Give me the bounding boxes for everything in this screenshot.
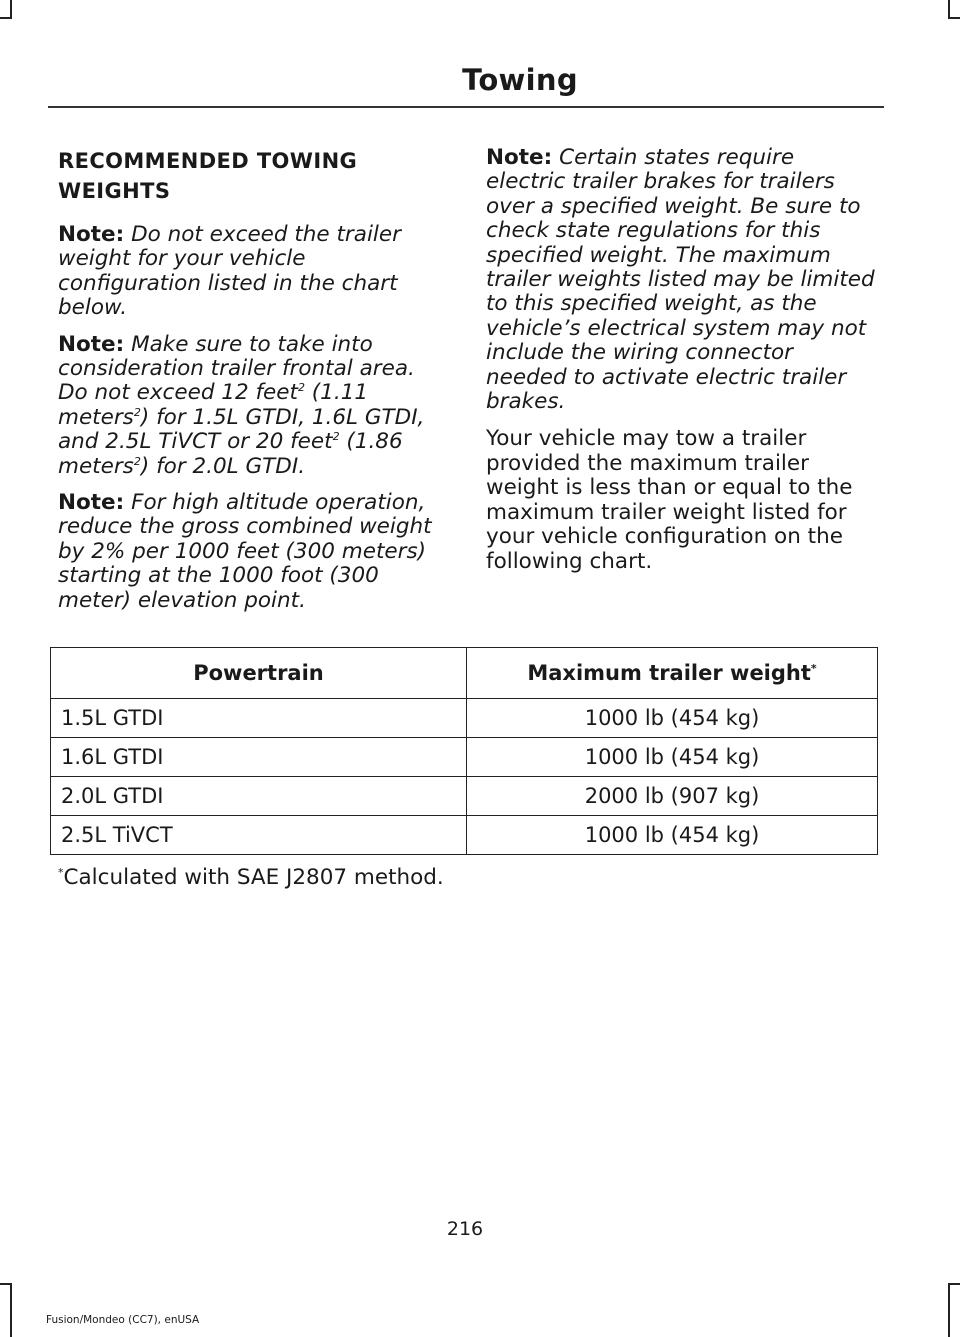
header-divider <box>48 106 884 108</box>
crop-mark <box>948 1283 960 1285</box>
note-text: Certain states require electric trailer brakes for trailers over a specified weight. Be sure to check state regulations for this specified weight. The maximum trailer weights listed may be limited to this specified weight, as the vehicle’s electrical system may not include the wiring connector needed to activate electric trailer brakes. <box>486 145 875 415</box>
crop-mark <box>948 0 950 18</box>
header-max-weight-label: Maximum trailer weight <box>527 661 811 685</box>
note-label: Note: <box>58 490 125 516</box>
table-row <box>51 816 878 855</box>
footnote-marker: * <box>58 865 64 879</box>
note-text: Do not exceed the trailer weight for your vehicle configuration listed in the chart below. <box>58 222 401 321</box>
superscript: 2 <box>297 381 305 395</box>
note-frontal-area <box>58 333 450 479</box>
crop-mark <box>10 1283 12 1337</box>
footnote-text: Calculated with SAE J2807 method. <box>63 865 444 890</box>
section-heading: RECOMMENDED TOWING WEIGHTS <box>58 149 358 203</box>
powertrain-cell: 1.5L GTDI <box>51 699 467 738</box>
note-label: Note: <box>486 145 553 170</box>
powertrain-cell: 2.5L TiVCT <box>51 816 467 855</box>
crop-mark <box>948 1283 950 1337</box>
table-row <box>51 777 878 816</box>
weight-cell: 1000 lb (454 kg) <box>467 816 878 855</box>
table-row <box>51 738 878 777</box>
table-row <box>51 699 878 738</box>
crop-mark <box>0 17 12 19</box>
table-header-row <box>51 648 878 699</box>
superscript: 2 <box>332 430 340 444</box>
crop-mark <box>948 17 960 19</box>
trailer-weight-table <box>50 647 878 855</box>
table-footnote <box>58 865 444 890</box>
note-label: Note: <box>58 331 125 357</box>
header-powertrain: Powertrain <box>51 648 467 699</box>
note-text: For high altitude operation, reduce the gross combined weight by 2% per 1000 feet (300 meters) starting at the 1000 foot (300 meter) elevation point. <box>58 490 432 613</box>
crop-mark <box>0 1283 12 1285</box>
note-electric-brakes <box>486 146 880 414</box>
note-text-part: Make sure to take into consideration trailer frontal area. Do not exceed 12 feet <box>58 331 415 406</box>
note-label: Note: <box>58 222 125 247</box>
page-number: 216 <box>446 1218 484 1240</box>
weight-cell: 1000 lb (454 kg) <box>467 738 878 777</box>
footer-edition: Fusion/Mondeo (CC7), enUSA <box>46 1314 200 1326</box>
powertrain-cell: 2.0L GTDI <box>51 777 467 816</box>
note-text-part: ) for 1.5L GTDI, 1.6L GTDI, and 2.5L TiVCT or 20 feet <box>58 404 425 455</box>
crop-mark <box>10 0 12 18</box>
note-high-altitude <box>58 491 450 613</box>
right-column <box>486 146 880 574</box>
weight-cell: 2000 lb (907 kg) <box>467 777 878 816</box>
powertrain-cell: 1.6L GTDI <box>51 738 467 777</box>
body-paragraph: Your vehicle may tow a trailer provided the maximum trailer weight is less than or equal to the maximum trailer weight listed for your vehicle configuration on the following chart. <box>486 426 853 574</box>
superscript: 2 <box>133 405 141 419</box>
note-text-part: ) for 2.0L GTDI. <box>140 453 306 479</box>
header-max-weight <box>467 648 878 699</box>
left-column <box>58 146 450 625</box>
superscript: 2 <box>133 454 141 468</box>
note-text-part: (1.86 meters <box>58 429 403 479</box>
weight-cell: 1000 lb (454 kg) <box>467 699 878 738</box>
note-text-part: (1.11 meters <box>58 380 369 430</box>
footnote-marker: * <box>810 662 817 675</box>
page-title: Towing <box>462 63 578 97</box>
note-trailer-weight <box>58 223 450 321</box>
